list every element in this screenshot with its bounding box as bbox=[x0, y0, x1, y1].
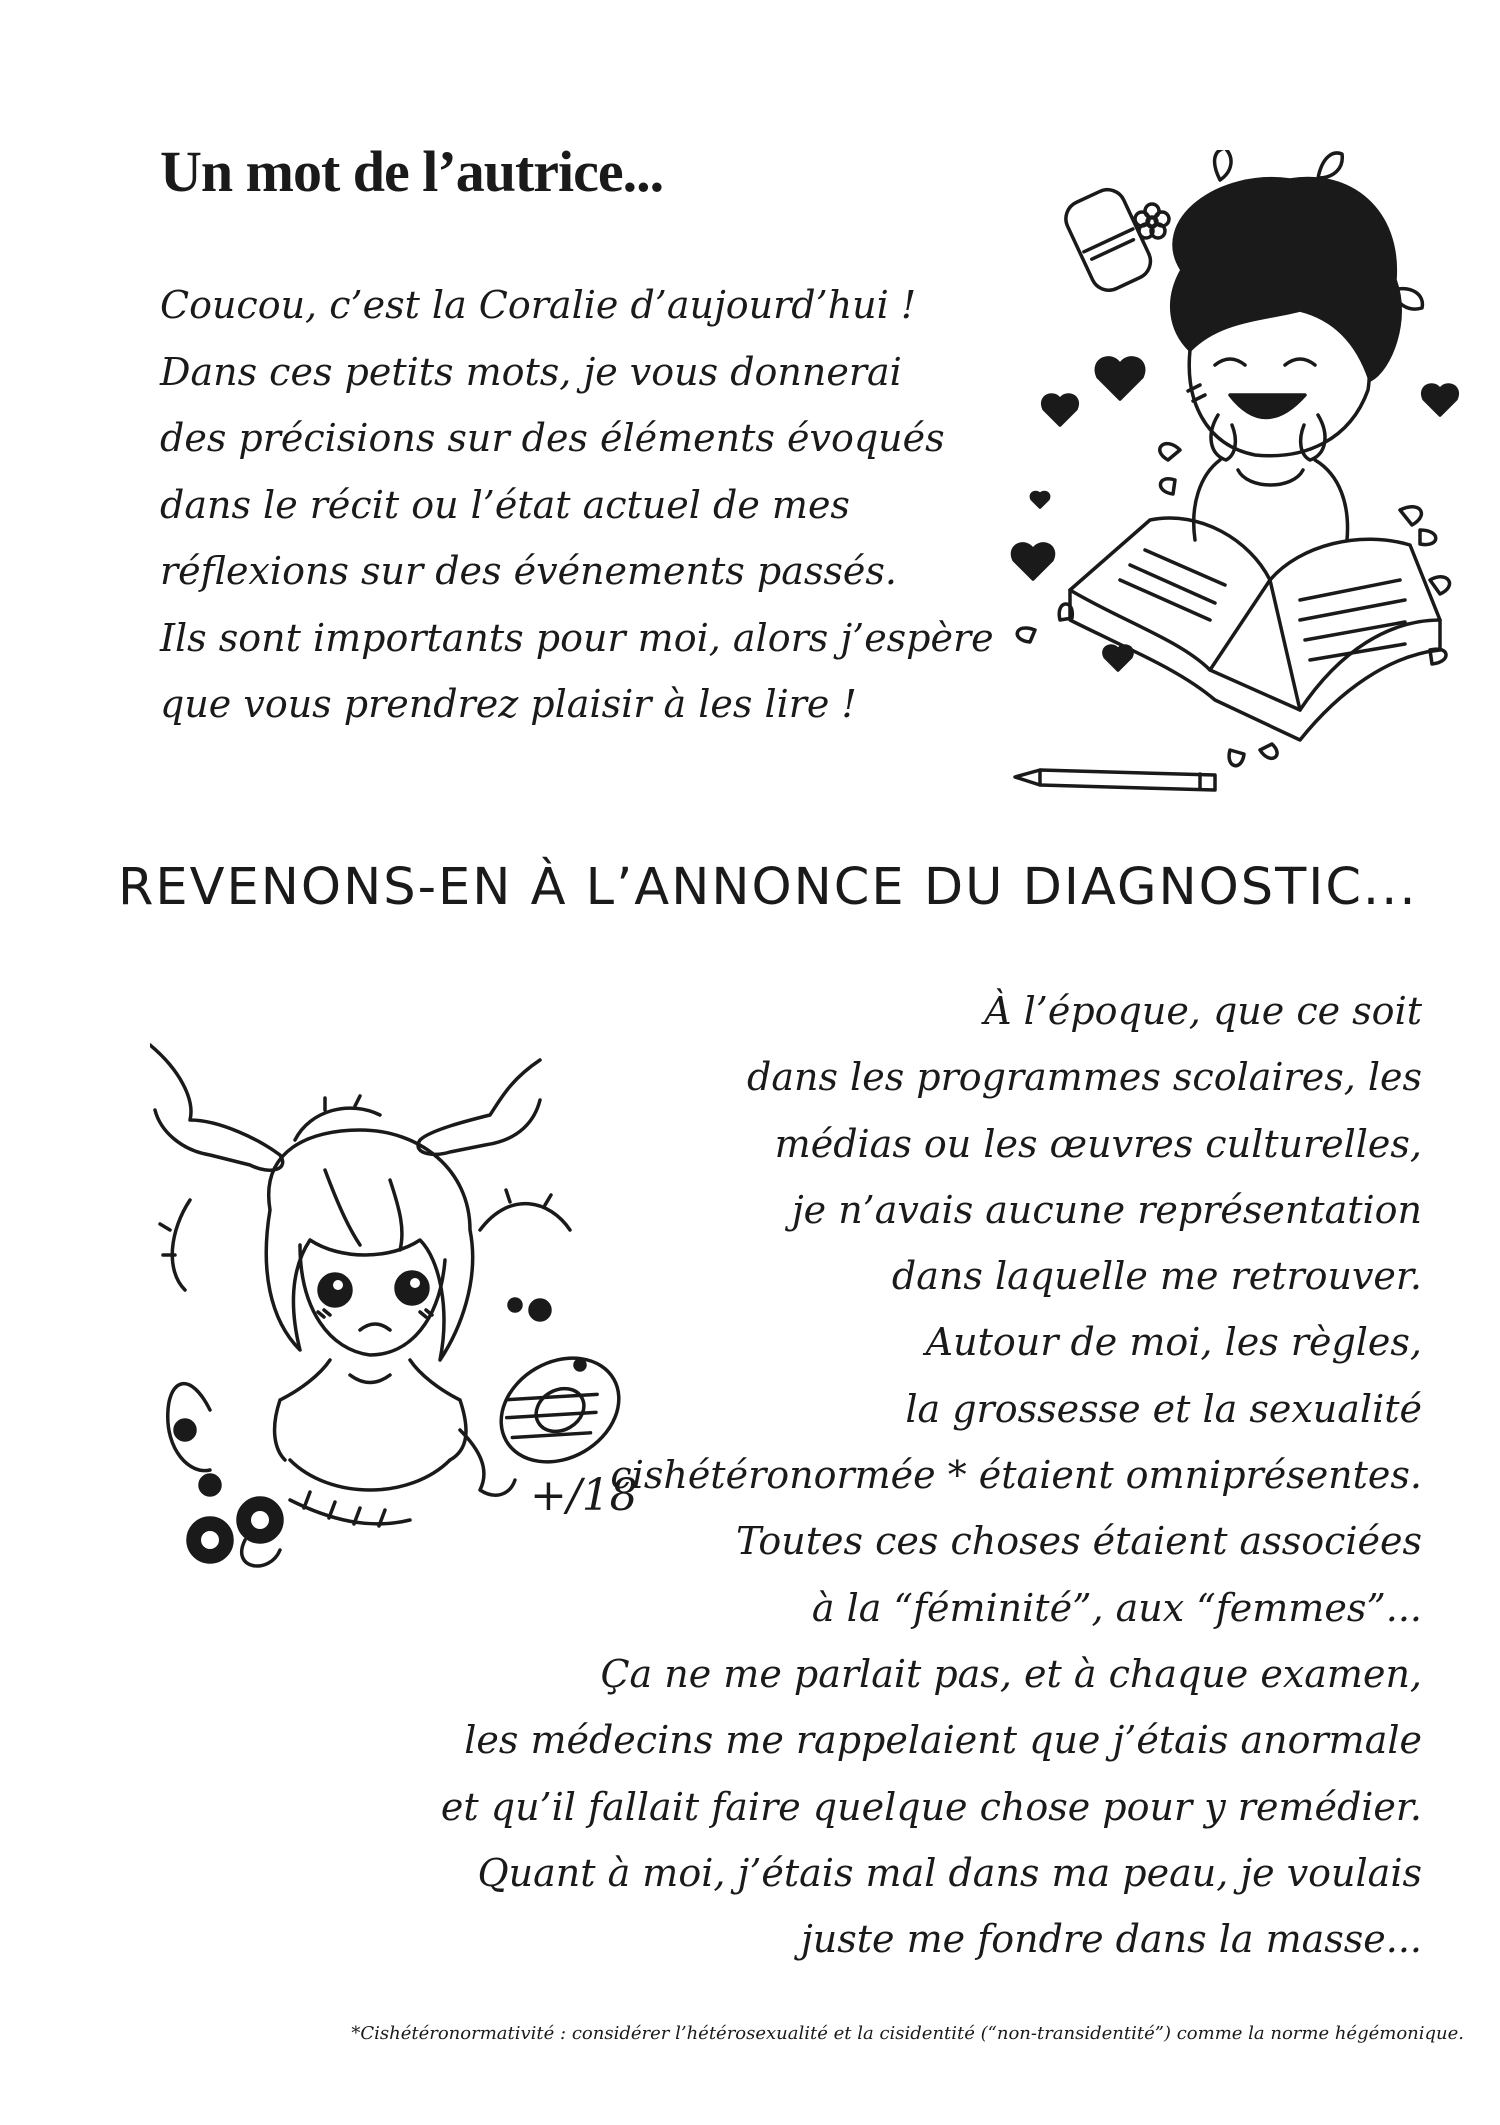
intro-line: dans le récit ou l’état actuel de mes bbox=[160, 482, 850, 527]
body-line: à la “féminité”, aux “femmes”... bbox=[811, 1585, 1422, 1630]
body-line: la grossesse et la sexualité bbox=[905, 1386, 1422, 1431]
body-line: Ça ne me parlait pas, et à chaque examen, bbox=[600, 1651, 1422, 1696]
intro-line: des précisions sur des éléments évoqués bbox=[160, 416, 945, 460]
body-line: dans les programmes scolaires, les bbox=[747, 1055, 1422, 1100]
body-line: médias ou les œuvres culturelles, bbox=[774, 1121, 1422, 1166]
body-line: À l’époque, que ce soit bbox=[984, 989, 1422, 1033]
section-heading: REVENONS-EN À L’ANNONCE DU DIAGNOSTIC... bbox=[118, 858, 1418, 917]
intro-line: Coucou, c’est la Coralie d’aujourd’hui ! bbox=[160, 283, 917, 327]
intro-line: que vous prendrez plaisir à les lire ! bbox=[160, 682, 857, 726]
intro-line: Dans ces petits mots, je vous donnerai bbox=[160, 349, 902, 394]
body-paragraph bbox=[322, 978, 1422, 1972]
body-line: Quant à moi, j’étais mal dans ma peau, je voulais bbox=[477, 1850, 1422, 1895]
body-line: les médecins me rappelaient que j’étais anormale bbox=[464, 1718, 1422, 1763]
body-line: Toutes ces choses étaient associées bbox=[736, 1519, 1422, 1564]
footnote: *Cishétéronormativité : considérer l’hétérosexualité et la cisidentité (“non-transidentité”) comme la norme hégémonique. bbox=[351, 2023, 1464, 2044]
illustration-signature: +/18 bbox=[530, 1470, 638, 1521]
page-title: Un mot de l’autrice... bbox=[160, 139, 664, 204]
body-line: cishétéronormée * étaient omniprésentes. bbox=[610, 1453, 1422, 1498]
illustration-happy-child-with-book bbox=[1000, 150, 1470, 820]
body-line: juste me fondre dans la masse... bbox=[800, 1917, 1422, 1962]
body-line: et qu’il fallait faire quelque chose pour y remédier. bbox=[440, 1784, 1422, 1829]
body-line: dans laquelle me retrouver. bbox=[891, 1254, 1422, 1299]
intro-line: réflexions sur des événements passés. bbox=[160, 549, 897, 593]
intro-line: Ils sont importants pour moi, alors j’espère bbox=[160, 615, 994, 660]
body-line: Autour de moi, les règles, bbox=[925, 1320, 1422, 1365]
intro-paragraph bbox=[160, 272, 994, 738]
body-line: je n’avais aucune représentation bbox=[791, 1187, 1422, 1232]
